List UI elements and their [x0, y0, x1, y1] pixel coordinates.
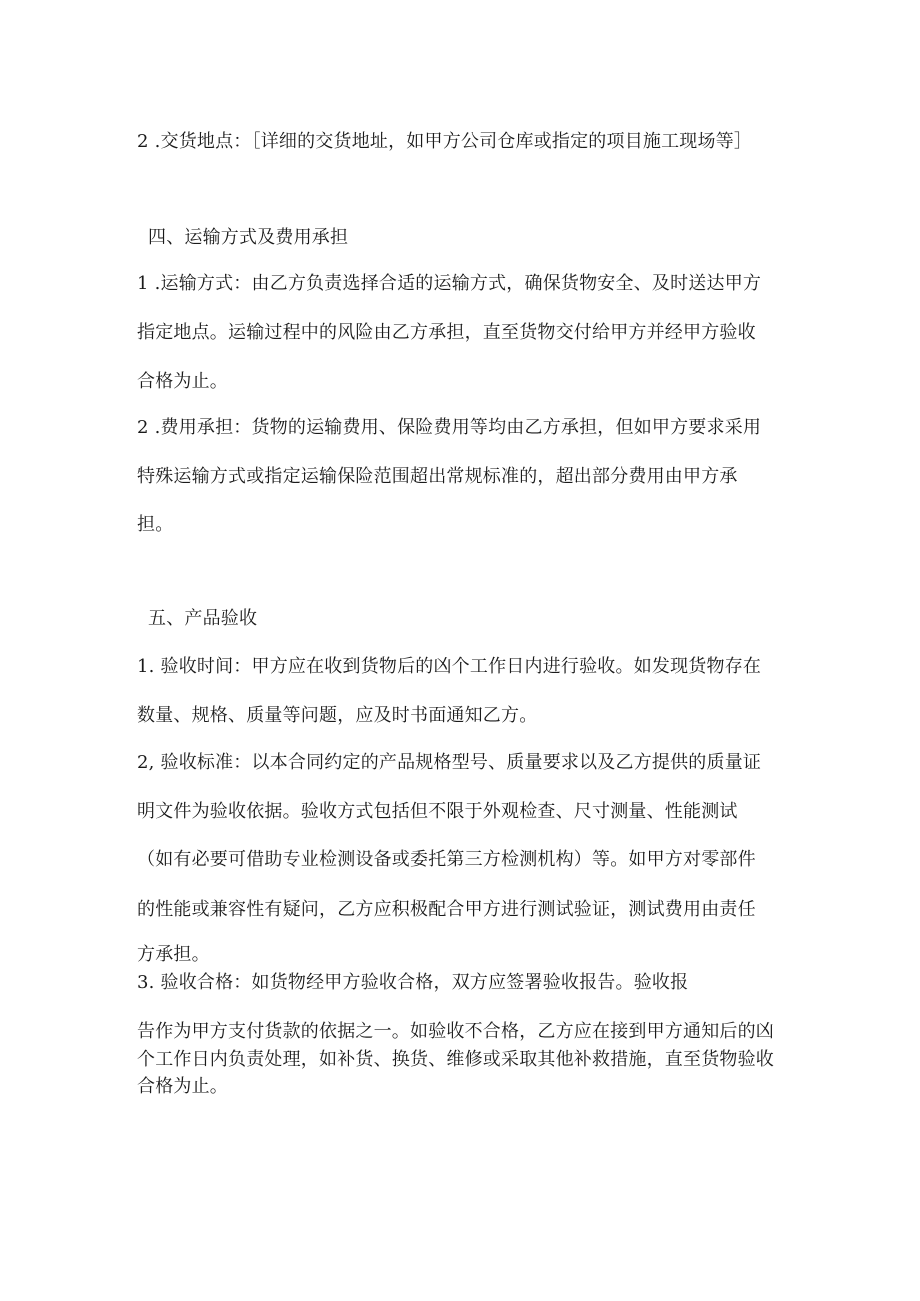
section-5-line-1: 1. 验收时间：甲方应在收到货物后的凶个工作日内进行验收。如发现货物存在 — [137, 656, 762, 677]
section-5-line-4: 明文件为验收依据。验收方式包括但不限于外观检查、尺寸测量、性能测试 — [137, 801, 738, 822]
section-4-line-2: 指定地点。运输过程中的风险由乙方承担，直至货物交付给甲方并经甲方验收 — [137, 322, 756, 343]
section-5-line-5: （如有必要可借助专业检测设备或委托第三方检测机构）等。如甲方对零部件 — [137, 849, 756, 870]
section-5-line-7: 方承担。 — [137, 944, 210, 965]
delivery-place-line: 2 .交货地点：［详细的交货地址，如甲方公司仓库或指定的项目施工现场等］ — [137, 131, 753, 152]
section-5-line-6: 的性能或兼容性有疑问，乙方应积极配合甲方进行测试验证，测试费用由责任 — [137, 899, 756, 920]
section-5-title: 五、产品验收 — [148, 608, 258, 629]
section-4-line-1: 1 .运输方式：由乙方负责选择合适的运输方式，确保货物安全、及时送达甲方 — [137, 273, 762, 294]
section-4-line-3: 合格为止。 — [137, 371, 228, 392]
section-5-line-10: 个工作日内负责处理，如补货、换货、维修或采取其他补救措施，直至货物验收 — [137, 1049, 774, 1070]
section-5-line-3: 2, 验收标准：以本合同约定的产品规格型号、质量要求以及乙方提供的质量证 — [137, 752, 762, 773]
section-5-line-2: 数量、规格、质量等问题，应及时书面通知乙方。 — [137, 705, 538, 726]
section-5-line-9: 告作为甲方支付货款的依据之一。如验收不合格，乙方应在接到甲方通知后的凶 — [137, 1021, 774, 1042]
section-4-title: 四、运输方式及费用承担 — [148, 227, 349, 248]
section-4-line-6: 担。 — [137, 514, 174, 535]
section-5-line-8: 3. 验收合格：如货物经甲方验收合格，双方应签署验收报告。验收报 — [137, 972, 689, 993]
section-4-line-5: 特殊运输方式或指定运输保险范围超出常规标准的，超出部分费用由甲方承 — [137, 466, 738, 487]
section-5-line-11: 合格为止。 — [137, 1076, 228, 1097]
section-4-line-4: 2 .费用承担：货物的运输费用、保险费用等均由乙方承担，但如甲方要求采用 — [137, 417, 762, 438]
